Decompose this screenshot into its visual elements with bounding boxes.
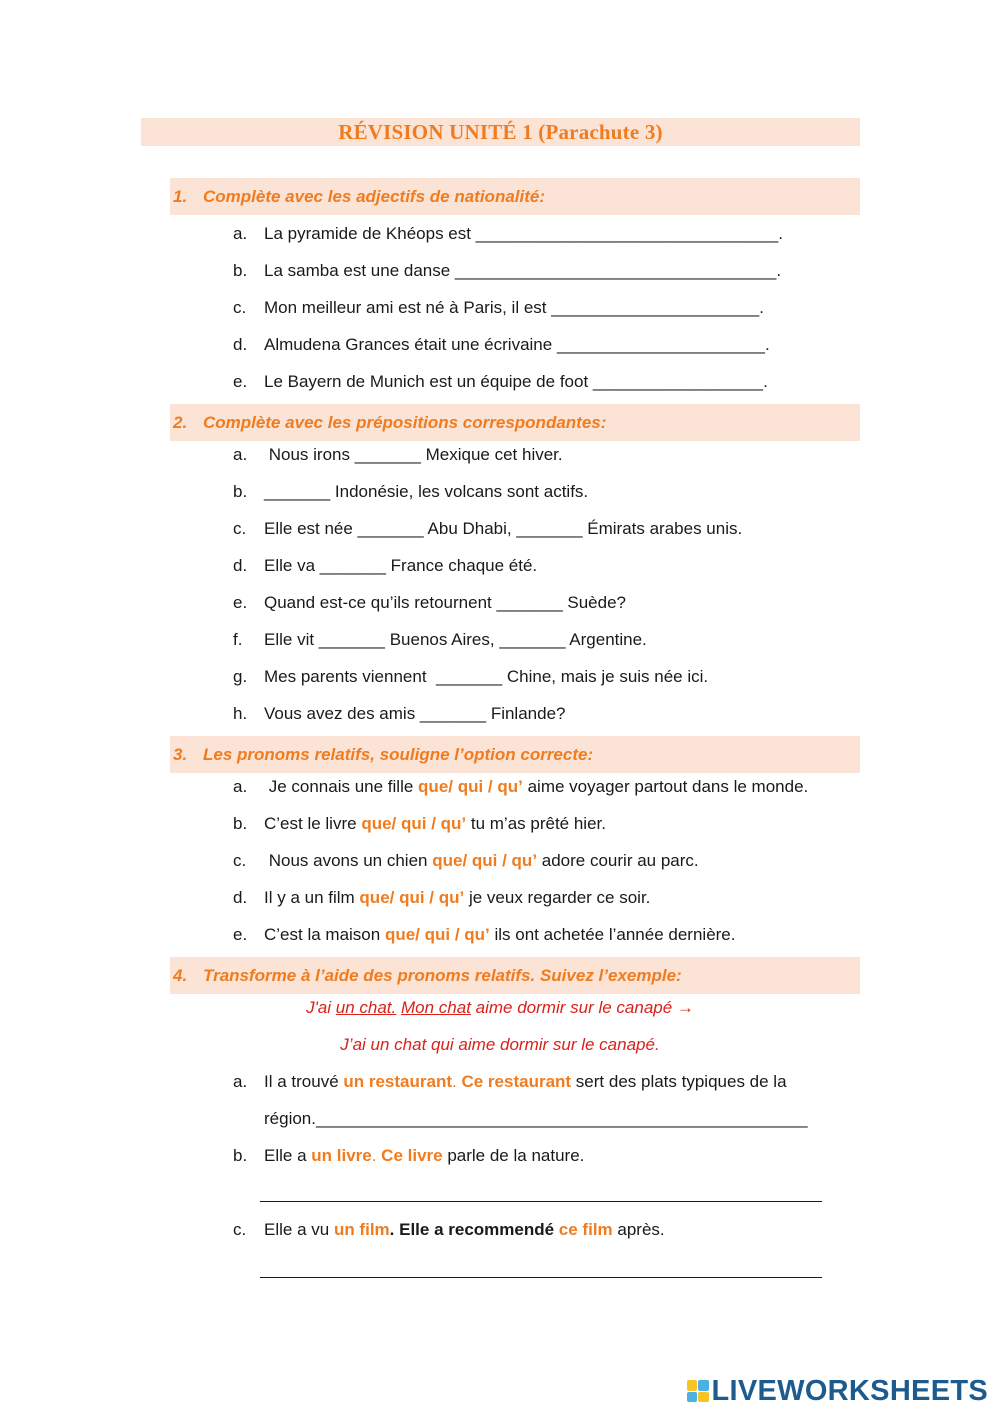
section-title: Complète avec les prépositions correspondantes: [203, 412, 607, 432]
highlighted-noun: Ce livre [381, 1145, 443, 1165]
item-letter: d. [233, 887, 248, 907]
item-text: Elle est née _______ Abu Dhabi, _______ Émirats arabes unis. [264, 518, 743, 538]
item-text: région.____________________________________________________ [264, 1108, 808, 1128]
relative-pronoun-options[interactable]: que/ qui / qu’ [384, 924, 490, 944]
example-text: J'ai [306, 997, 336, 1017]
exercise-item[interactable] [233, 768, 808, 805]
item-letter: c. [233, 297, 247, 317]
item-text: Elle va _______ France chaque été. [264, 555, 538, 575]
exercise-item[interactable] [233, 1137, 584, 1174]
exercise-item[interactable] [233, 289, 764, 326]
exercise-item[interactable] [233, 510, 742, 547]
item-text: La samba est une danse __________________________________. [264, 260, 782, 280]
section-title: Complète avec les adjectifs de nationalité: [203, 186, 546, 206]
exercise-item[interactable] [233, 879, 650, 916]
section-number: 2. [173, 412, 188, 432]
item-text: Vous avez des amis _______ Finlande? [264, 703, 566, 723]
item-text: Le Bayern de Munich est un équipe de foot __________________. [264, 371, 768, 391]
section-number: 3. [173, 744, 188, 764]
relative-pronoun-options[interactable]: que/ qui / qu’ [432, 850, 538, 870]
item-text-after: tu m’as prêté hier. [466, 813, 606, 833]
exercise-item[interactable] [233, 363, 768, 400]
item-text: Elle a [264, 1145, 312, 1165]
item-text-after: ils ont achetée l’année dernière. [489, 924, 736, 944]
example-underlined: un chat. [335, 997, 397, 1017]
title-banner [141, 118, 860, 146]
item-text: Quand est-ce qu’ils retournent _______ Suède? [264, 592, 626, 612]
answer-line[interactable] [260, 1201, 822, 1202]
exercise-item[interactable] [233, 916, 736, 953]
item-letter: c. [233, 1219, 247, 1239]
highlighted-noun: un film [333, 1219, 390, 1239]
item-text: . [371, 1145, 382, 1165]
item-letter: f. [233, 629, 243, 649]
item-letter: e. [233, 371, 248, 391]
item-text: . [452, 1071, 462, 1091]
exercise-item[interactable] [233, 326, 770, 363]
exercise-item[interactable] [233, 695, 565, 732]
page-title: RÉVISION UNITÉ 1 (Parachute 3) [338, 120, 663, 144]
item-letter: h. [233, 703, 248, 723]
item-letter: e. [233, 592, 248, 612]
relative-pronoun-options[interactable]: que/ qui / qu’ [418, 776, 523, 796]
example-underlined: Mon chat [401, 997, 471, 1017]
item-letter: d. [233, 334, 248, 354]
answer-line[interactable] [264, 1100, 808, 1137]
item-letter: b. [233, 813, 248, 833]
item-text: Almudena Grances était une écrivaine ______________________. [264, 334, 770, 354]
item-text-before: Nous avons un chien [264, 850, 433, 870]
item-letter: a. [233, 1071, 248, 1091]
exercise-item[interactable] [233, 473, 588, 510]
item-text-before: C’est le livre [264, 813, 362, 833]
exercise-item[interactable] [233, 1063, 787, 1100]
item-letter: a. [233, 776, 248, 796]
item-letter: e. [233, 924, 248, 944]
logo-text: LIVEWORKSHEETS [711, 1374, 988, 1407]
item-letter: c. [233, 518, 247, 538]
item-text-before: Je connais une fille [264, 776, 419, 796]
section-title: Transforme à l’aide des pronoms relatifs. Suivez l’exemple: [203, 965, 682, 985]
item-text: après. [612, 1219, 665, 1239]
item-letter: a. [233, 444, 248, 464]
item-letter: g. [233, 666, 248, 686]
item-letter: a. [233, 223, 248, 243]
logo-icon [687, 1380, 709, 1402]
example-answer-text: J’ai un chat qui aime dormir sur le canapé. [340, 1034, 660, 1054]
exercise-item[interactable] [233, 658, 708, 695]
example-text: aime dormir sur le canapé [470, 997, 677, 1017]
highlighted-noun: un restaurant [343, 1071, 453, 1091]
example-answer [0, 1026, 1000, 1063]
item-text: _______ Indonésie, les volcans sont actifs. [264, 481, 589, 501]
item-letter: b. [233, 260, 248, 280]
highlighted-noun: ce film [558, 1219, 613, 1239]
highlighted-noun: Ce restaurant [461, 1071, 572, 1091]
answer-line[interactable] [260, 1277, 822, 1278]
relative-pronoun-options[interactable]: que/ qui / qu’ [361, 813, 467, 833]
exercise-item[interactable] [233, 436, 563, 473]
item-text: Nous irons _______ Mexique cet hiver. [264, 444, 563, 464]
section-number: 4. [173, 965, 188, 985]
item-letter: d. [233, 555, 248, 575]
item-text: Mes parents viennent _______ Chine, mais je suis née ici. [264, 666, 709, 686]
item-text: parle de la nature. [442, 1145, 585, 1165]
exercise-item[interactable] [233, 1211, 665, 1248]
example-sentence [0, 989, 1000, 1026]
item-text-before: Il y a un film [264, 887, 360, 907]
exercise-item[interactable] [233, 842, 699, 879]
item-letter: b. [233, 481, 248, 501]
arrow-right-icon: → [676, 997, 694, 1017]
item-text-after: aime voyager partout dans le monde. [522, 776, 809, 796]
exercise-item[interactable] [233, 215, 783, 252]
exercise-item[interactable] [233, 805, 606, 842]
item-text-after: adore courir au parc. [537, 850, 699, 870]
item-letter: b. [233, 1145, 248, 1165]
item-text: . Elle a recommendé [389, 1219, 559, 1239]
exercise-item[interactable] [233, 252, 781, 289]
section-1-heading [170, 178, 860, 215]
item-text: Il a trouvé [264, 1071, 344, 1091]
exercise-item[interactable] [233, 621, 647, 658]
item-text-after: je veux regarder ce soir. [464, 887, 651, 907]
highlighted-noun: un livre [311, 1145, 372, 1165]
item-text: Elle vit _______ Buenos Aires, _______ Argentine. [264, 629, 647, 649]
liveworksheets-logo [687, 1374, 989, 1408]
item-letter: c. [233, 850, 247, 870]
exercise-item[interactable] [233, 547, 537, 584]
item-text: Elle a vu [264, 1219, 334, 1239]
item-text-before: C’est la maison [264, 924, 385, 944]
section-title: Les pronoms relatifs, souligne l’option correcte: [203, 744, 594, 764]
item-text: Mon meilleur ami est né à Paris, il est ______________________. [264, 297, 764, 317]
relative-pronoun-options[interactable]: que/ qui / qu’ [359, 887, 465, 907]
item-text: La pyramide de Khéops est ________________________________. [264, 223, 783, 243]
exercise-item[interactable] [233, 584, 626, 621]
item-text: sert des plats typiques de la [571, 1071, 787, 1091]
section-number: 1. [173, 186, 188, 206]
